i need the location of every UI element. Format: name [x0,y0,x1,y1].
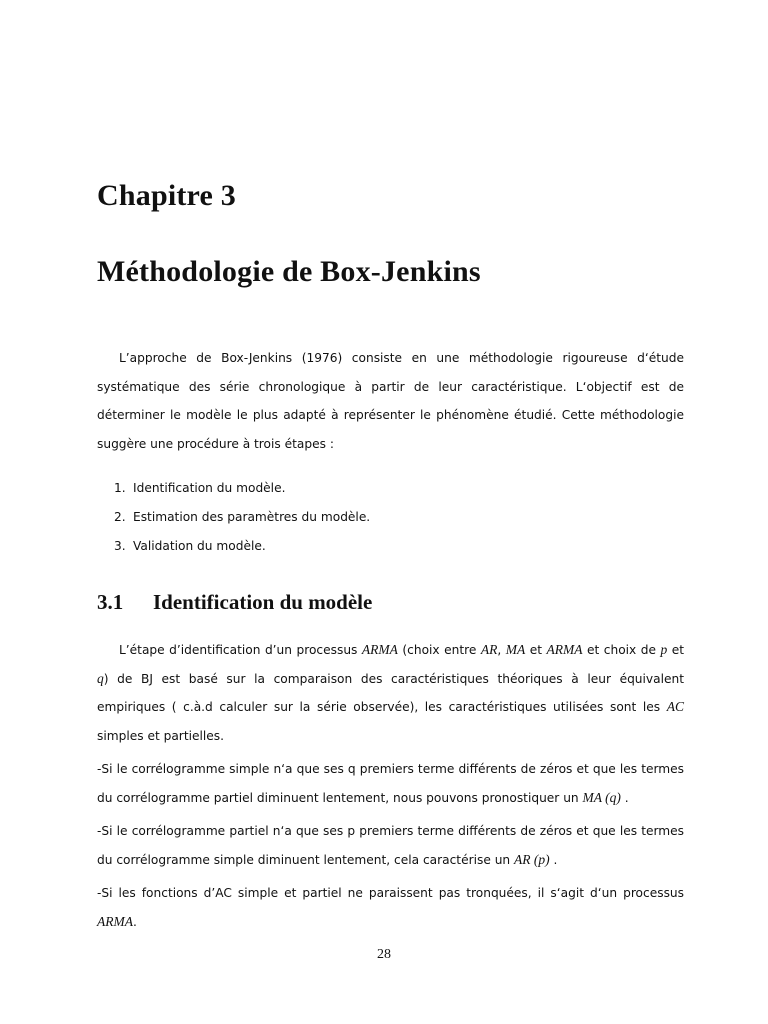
math-term: AR (p) [514,851,550,867]
chapter-label: Chapitre 3 [97,179,236,212]
text-run: . [133,914,137,929]
section-title: Identification du modèle [153,590,373,614]
ar-rule-paragraph [97,817,684,874]
text-run: simples et partielles. [97,728,224,743]
list-item-text: Validation du modèle. [133,539,266,553]
text-run: et choix de [582,643,661,657]
text-run: ) de BJ est basé sur la comparaison des caractéristiques théoriques à leur équivalent empiriques ( c.à.d calculer sur la série observée), les caractéristiques utilisées sont les [97,671,684,715]
steps-list [114,474,370,561]
math-term: q [97,670,104,686]
ma-rule-paragraph [97,755,684,812]
text-run: L’étape d’identification d’un processus [119,643,362,657]
text-run: , [497,643,506,657]
page-number: 28 [377,947,391,962]
math-term: ARMA [361,642,398,657]
list-item [114,474,370,503]
math-term: ARMA [97,913,133,929]
math-term: MA (q) [582,789,621,805]
text-run: . [620,790,629,805]
math-term: AC [666,699,684,715]
list-item-number: 3. [114,539,126,553]
math-term: ARMA [546,642,583,657]
identification-paragraph [97,636,684,750]
text-run: -Si les fonctions d’AC simple et partiel ne paraissent pas tronquées, il s‘agit d‘un processus [97,886,684,900]
chapter-title: Méthodologie de Box-Jenkins [97,255,481,288]
math-term: AR [480,642,498,657]
arma-rule-paragraph [97,879,684,936]
intro-paragraph: L’approche de Box-Jenkins (1976) consiste en une méthodologie rigoureuse d‘étude systématique des série chronologique à partir de leur caractéristique. L‘objectif est de déterminer le modèle le plus adapté à représenter le phénomène étudié. Cette méthodologie suggère une procédure à trois étapes : [97,351,684,451]
text-run: et [667,643,685,657]
list-item [114,532,370,561]
list-item-number: 1. [114,481,126,495]
math-term: p [660,642,668,657]
text-run: -Si le corrélogramme partiel n‘a que ses p premiers terme différents de zéros et que les termes du corrélogramme simple diminuent lentement, cela caractérise un [97,824,684,867]
math-term: MA [505,642,526,657]
text-run: et [525,643,547,657]
list-item-number: 2. [114,510,126,524]
text-run: (choix entre [397,643,481,657]
list-item [114,503,370,532]
list-item-text: Estimation des paramètres du modèle. [133,510,371,524]
list-item-text: Identification du modèle. [133,481,286,495]
text-run: . [549,852,558,867]
text-run: -Si le corrélogramme simple n‘a que ses q premiers terme différents de zéros et que les termes du corrélogramme partiel diminuent lentement, nous pouvons pronostiquer un [97,762,684,805]
section-heading [97,588,372,616]
section-number: 3.1 [97,590,124,614]
